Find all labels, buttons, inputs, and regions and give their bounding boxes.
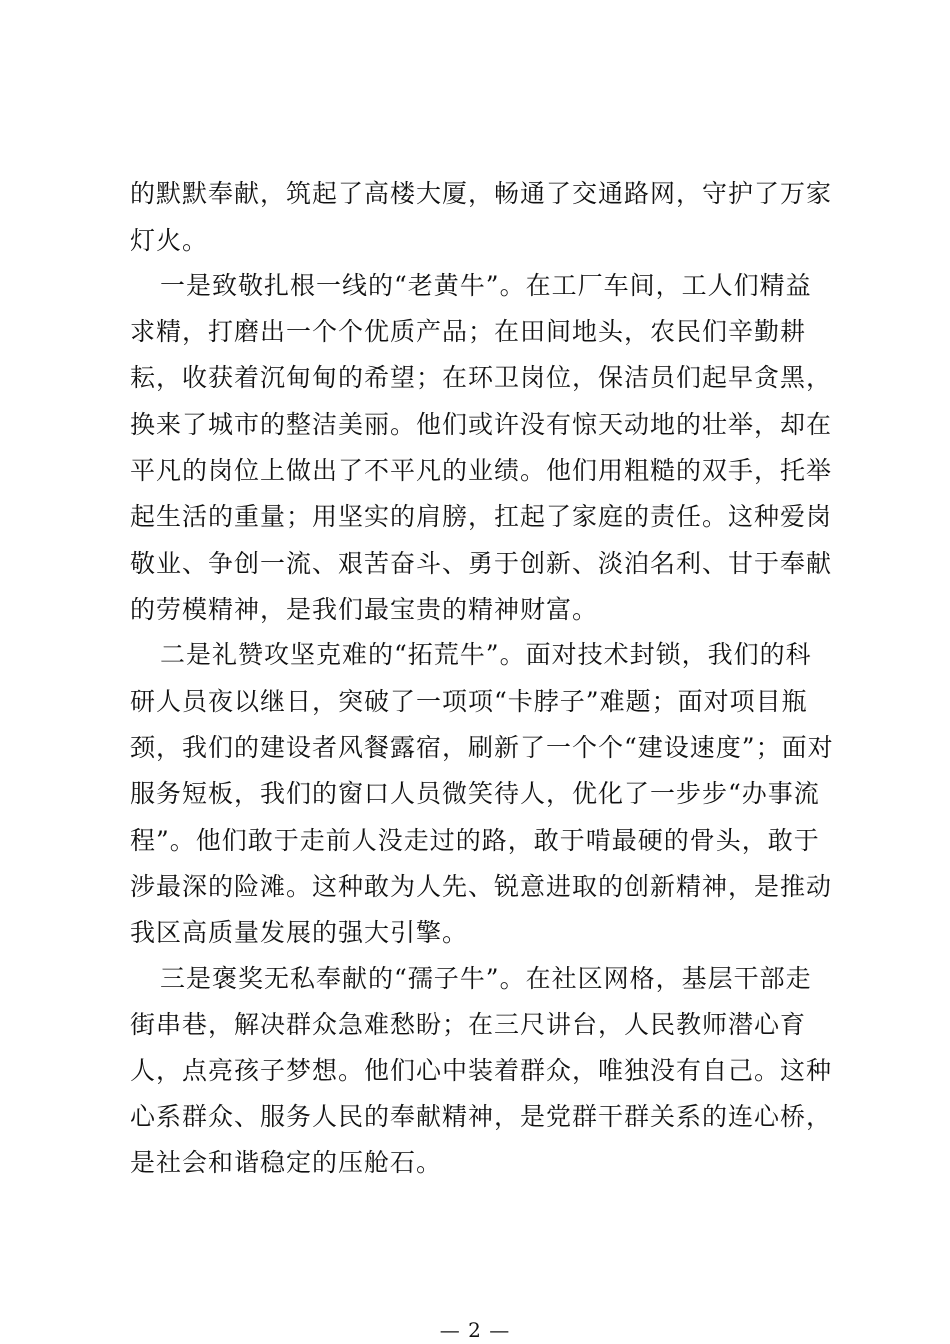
text-line: 的默默奉献，筑起了高楼大厦，畅通了交通路网，守护了万家 [130,179,833,208]
text-line: 我区高质量发展的强大引擎。 [130,918,469,947]
text-line: 平凡的岗位上做出了不平凡的业绩。他们用粗糙的双手，托举 [130,456,833,485]
paragraph-3-first-line: 三是褒奖无私奉献的“孺子牛”。在社区网格，基层干部走 [160,964,812,993]
text-line: 涉最深的险滩。这种敢为人先、锐意进取的创新精神，是推动 [130,872,833,901]
paragraph-1-first-line: 一是致敬扎根一线的“老黄牛”。在工厂车间，工人们精益 [160,271,812,300]
text-line: 颈，我们的建设者风餐露宿，刷新了一个个“建设速度”；面对 [130,733,834,762]
text-line: 程”。他们敢于走前人没走过的路，敢于啃最硬的骨头，敢于 [130,826,820,855]
text-line: 的劳模精神，是我们最宝贵的精神财富。 [130,595,599,624]
text-line: 研人员夜以继日，突破了一项项“卡脖子”难题；面对项目瓶 [130,687,808,716]
text-line: 人，点亮孩子梦想。他们心中装着群众，唯独没有自己。这种 [130,1056,833,1085]
text-line: 耘，收获着沉甸甸的希望；在环卫岗位，保洁员们起早贪黑， [130,363,833,392]
text-line: 服务短板，我们的窗口人员微笑待人，优化了一步步“办事流 [130,779,820,808]
text-line: 是社会和谐稳定的压舱石。 [130,1148,443,1177]
text-line: 灯火。 [130,226,209,255]
text-line: 起生活的重量；用坚实的肩膀，扛起了家庭的责任。这种爱岗 [130,502,833,531]
page-number: — 2 — [439,1318,511,1342]
text-line: 敬业、争创一流、艰苦奋斗、勇于创新、淡泊名利、甘于奉献 [130,549,833,578]
paragraph-2-first-line: 二是礼赞攻坚克难的“拓荒牛”。面对技术封锁，我们的科 [160,640,812,669]
text-line: 街串巷，解决群众急难愁盼；在三尺讲台，人民教师潜心育 [130,1010,807,1039]
text-line: 心系群众、服务人民的奉献精神，是党群干群关系的连心桥， [130,1102,833,1131]
text-line: 换来了城市的整洁美丽。他们或许没有惊天动地的壮举，却在 [130,410,833,439]
text-line: 求精，打磨出一个个优质产品；在田间地头，农民们辛勤耕 [130,317,807,346]
